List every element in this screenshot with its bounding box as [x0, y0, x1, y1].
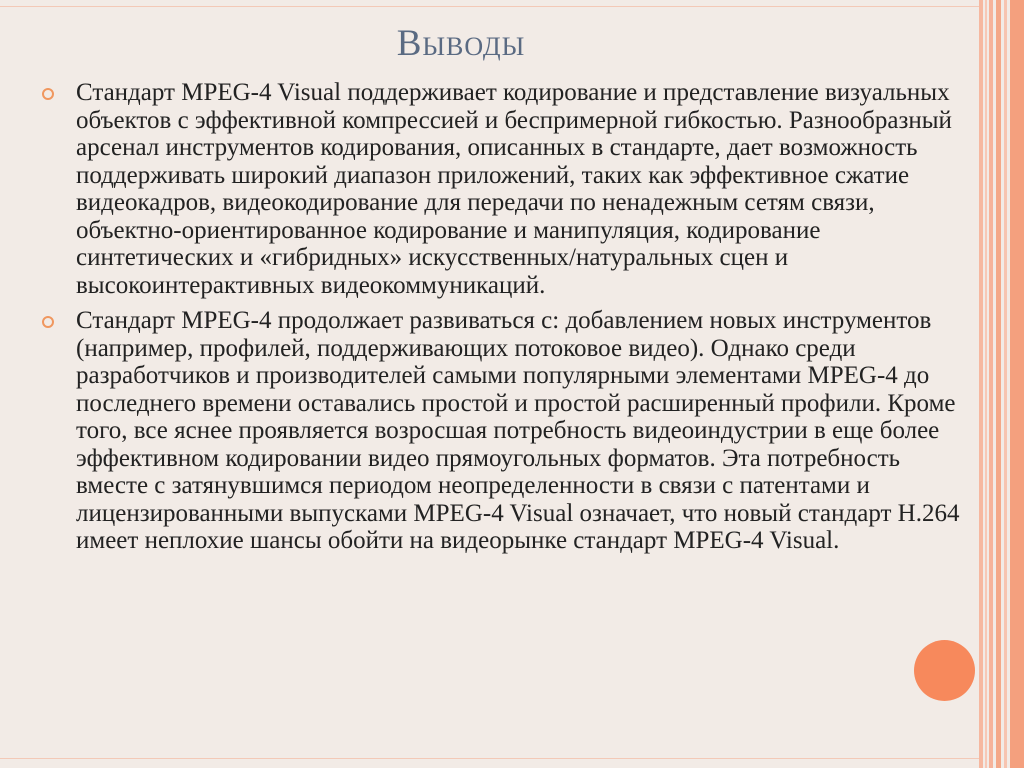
edge-stripe [985, 0, 987, 768]
bullet-circle-icon [42, 316, 54, 328]
frame-top-line [0, 6, 979, 7]
slide-content [42, 79, 972, 563]
edge-stripe [989, 0, 993, 768]
decorative-circle-icon [914, 640, 975, 701]
edge-stripe [979, 0, 983, 768]
edge-stripe [996, 0, 1001, 768]
edge-stripe [1010, 0, 1024, 768]
bullet-item [42, 307, 972, 555]
edge-stripe [1004, 0, 1007, 768]
bullet-item [42, 79, 972, 299]
bullet-text: Стандарт MPEG-4 Visual поддерживает кодирование и представление визуальных объектов с эффективной компрессией и беспримерной гибкостью. Разнообразный арсенал инструментов кодирования, описанных в стандарте, дает возможность поддерживать широкий диапазон приложений, таких как эффективное сжатие видеокадров, видеокодирование для передачи по ненадежным сетям связи, объектно-ориентированное кодирование и манипуляция, кодирование синтетических и «гибридных» искусственных/натуральных сцен и высокоинтерактивных видеокоммуникаций. [76, 79, 952, 299]
bullet-circle-icon [42, 88, 54, 100]
frame-bottom-line [0, 758, 979, 759]
bullet-text: Стандарт MPEG-4 продолжает развиваться с: добавлением новых инструментов (например, профилей, поддерживающих потоковое видео). Однако среди разработчиков и производителей самыми популярными элементами MPEG-4 до последнего времени оставались простой и простой расширенный профили. Кроме того, все яснее проявляется возросшая потребность видеоиндустрии в еще более эффективном кодировании видео прямоугольных форматов. Эта потребность вместе с затянувшимся периодом неопределенности в связи с патентами и лицензированными выпусками MPEG-4 Visual означает, что новый стандарт H.264 имеет неплохие шансы обойти на видеорынке стандарт MPEG-4 Visual. [76, 307, 960, 554]
slide-title: Выводы [396, 23, 526, 64]
